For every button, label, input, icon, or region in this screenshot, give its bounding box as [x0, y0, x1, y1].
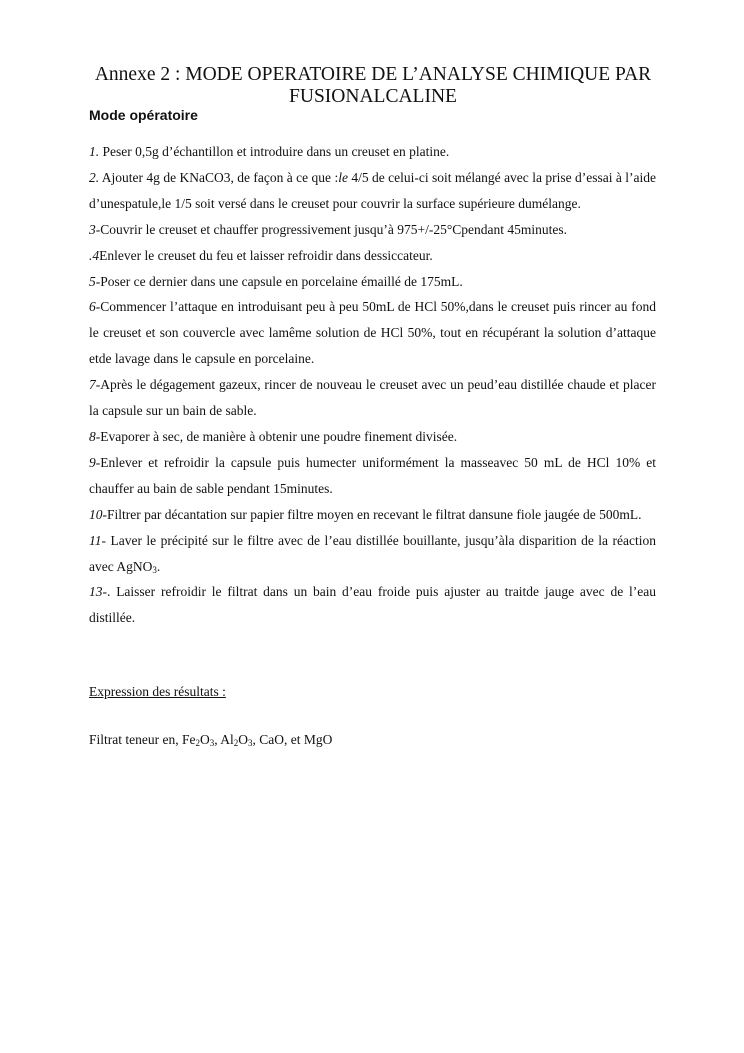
step-text: Enlever le creuset du feu et laisser refroidir dans dessiccateur. [99, 247, 433, 263]
step-number: 2. [89, 169, 100, 185]
section-heading: Mode opératoire [89, 107, 198, 123]
step-6 [89, 294, 656, 372]
step-number: 11- [89, 532, 106, 548]
step-number: .4 [89, 247, 100, 263]
step-text: Ajouter 4g de KNaCO3, de façon à ce que : [99, 169, 339, 185]
subscript: 2 [233, 738, 239, 748]
results-heading: Expression des résultats : [89, 684, 226, 699]
subscript: 3 [248, 738, 253, 748]
step-text-italic: le [338, 169, 348, 185]
procedure-steps [89, 139, 656, 631]
step-text: Enlever et refroidir la capsule puis humecter uniformément la masseavec 50 mL de HCl 10% et chauffer au bain de sable pendant 15minutes. [89, 454, 656, 496]
step-number: 5- [89, 273, 101, 289]
step-text: 4/5 de celui-ci soit mélangé avec la prise d’essai à l’aide d’unespatule,le 1/5 soit versé dans le creuset pour couvrir la surface supérieure dumélange. [89, 169, 657, 211]
element-al: Al [220, 732, 234, 747]
results-text [89, 731, 332, 749]
step-13 [89, 579, 656, 631]
formula-al2o3 [220, 732, 252, 747]
step-number: 7- [89, 377, 101, 393]
element-fe: Fe [181, 732, 196, 747]
step-text: Laver le précipité sur le filtre avec de l’eau distillée bouillante, jusqu’àla disparition de la réaction avec AgNO [89, 532, 656, 574]
step-text: Filtrer par décantation sur papier filtre moyen en recevant le filtrat dansune fiole jaugée de 500mL. [107, 506, 642, 522]
step-number: 8- [89, 428, 101, 444]
step-number: 10- [89, 506, 107, 522]
step-2 [89, 165, 656, 217]
element-o: O [199, 732, 210, 747]
results-prefix: Filtrat teneur en, [89, 732, 182, 747]
step-text: Evaporer à sec, de manière à obtenir une poudre finement divisée. [100, 428, 458, 444]
step-number: 9- [89, 454, 101, 470]
step-text: Couvrir le creuset et chauffer progressivement jusqu’à 975+/-25°Cpendant 45minutes. [100, 221, 568, 237]
step-number: 3- [89, 221, 101, 237]
subscript: 3 [209, 738, 215, 748]
step-text: Poser ce dernier dans une capsule en porcelaine émaillé de 175mL. [100, 273, 463, 289]
step-11 [89, 528, 656, 580]
step-9 [89, 450, 656, 502]
step-8 [89, 424, 656, 450]
step-3 [89, 217, 656, 243]
formula-fe2o3 [182, 732, 214, 747]
step-text: . Laisser refroidir le filtrat dans un bain d’eau froide puis ajuster au traitde jauge avec de l’eau distillée. [89, 584, 656, 626]
step-5 [89, 269, 656, 295]
step-4 [89, 243, 656, 269]
step-text: Commencer l’attaque en introduisant peu à peu 50mL de HCl 50%,dans le creuset puis rincer au fond le creuset et son couvercle avec lamême solution de HCl 50%, tout en récupérant la solution d’attaque etde lavage dans le capsule en porcelaine. [89, 299, 656, 367]
subscript: 3 [152, 564, 157, 575]
step-number: 1. [89, 144, 100, 159]
step-10 [89, 502, 656, 528]
step-number: 13- [89, 584, 107, 600]
step-1 [89, 139, 656, 165]
step-7 [89, 372, 656, 424]
results-suffix: , CaO, et MgO [252, 732, 333, 747]
separator: , [214, 732, 221, 747]
element-o: O [238, 732, 248, 747]
document-title: Annexe 2 : MODE OPERATOIRE DE L’ANALYSE CHIMIQUE PAR FUSIONALCALINE [94, 64, 652, 107]
step-text: Après le dégagement gazeux, rincer de nouveau le creuset avec un peud’eau distillée chaude et placer la capsule sur un bain de sable. [89, 377, 656, 419]
step-number: 6- [89, 299, 101, 315]
subscript: 2 [195, 738, 200, 748]
step-text: . [156, 558, 161, 574]
step-text: Peser 0,5g d’échantillon et introduire dans un creuset en platine. [99, 144, 450, 159]
